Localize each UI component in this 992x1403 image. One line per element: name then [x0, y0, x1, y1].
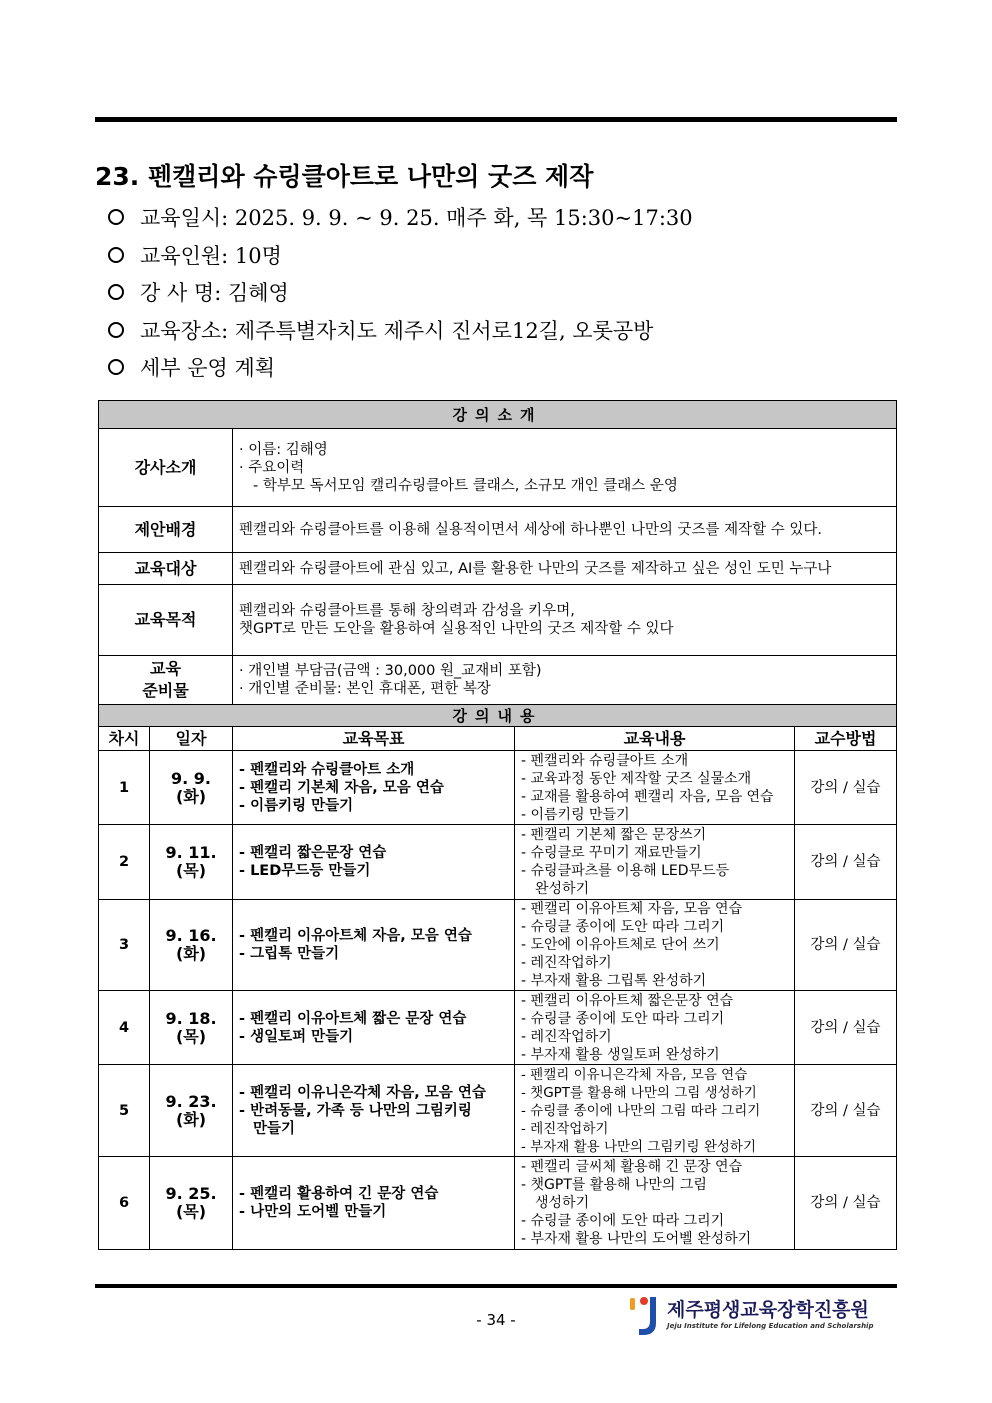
col-method: 교수방법 [795, 727, 897, 751]
page-number: - 34 - [476, 1311, 516, 1329]
col-goal: 교육목표 [233, 727, 515, 751]
table-row: 4 9. 18.(목) - 펜캘리 이유아트체 짧은 문장 연습 - 생일토퍼 만들기 - 펜캘리 이유아트체 짧은문장 연습 - 슈링클 종이에 도안 따라 그리기 - 레진작업하기 - 부자재 활용 생일토퍼 완성하기 강의 / 실습 [99, 991, 897, 1065]
prep-label: 교육 준비물 [99, 656, 233, 705]
info-item-location: 교육장소: 제주특별자치도 제주시 진서로12길, 오롯공방 [108, 313, 693, 351]
circle-bullet-icon [108, 247, 124, 263]
target-label: 교육대상 [99, 553, 233, 585]
circle-bullet-icon [108, 209, 124, 225]
institute-logo-icon [625, 1293, 665, 1339]
institute-name: 제주평생교육장학진흥원 [667, 1299, 869, 1321]
content-header: 강의내용 [99, 705, 897, 727]
col-date: 일자 [150, 727, 233, 751]
circle-bullet-icon [108, 284, 124, 300]
institute-logo [625, 1293, 895, 1341]
bottom-rule [95, 1284, 897, 1288]
col-session: 차시 [99, 727, 150, 751]
background-text: 펜캘리와 슈링클아트를 이용해 실용적이면서 세상에 하나뿐인 나만의 굿즈를 제작할 수 있다. [233, 507, 897, 553]
info-item-instructor: 강 사 명: 김혜영 [108, 275, 693, 313]
target-text: 펜캘리와 슈링클아트에 관심 있고, AI를 활용한 나만의 굿즈를 제작하고 싶은 성인 도민 누구나 [233, 553, 897, 585]
info-item-plan: 세부 운영 계획 [108, 350, 693, 388]
circle-bullet-icon [108, 359, 124, 375]
goal-cell: 펜캘리와 슈링클아트를 통해 창의력과 감성을 키우며, 챗GPT로 만든 도안을 활용하여 실용적인 나만의 굿즈 제작할 수 있다 [233, 585, 897, 656]
section-title: 23. 펜캘리와 슈링클아트로 나만의 굿즈 제작 [95, 162, 594, 191]
table-row: 5 9. 23.(화) - 펜캘리 이유니은각체 자음, 모음 연습 - 반려동물, 가족 등 나만의 그림키링 만들기 - 펜캘리 이유니은각체 자음, 모음 연습 - 챗GPT를 활용해 나만의 그림 생성하기 - 슈링클 종이에 나만의 그림 따라 그리기 - 레진작업하기 - 부자재 활용 나만의 그림키링 완성하기 강의 / 실습 [99, 1065, 897, 1157]
table-row: 1 9. 9.(화) - 펜캘리와 슈링클아트 소개 - 펜캘리 기본체 자음, 모음 연습 - 이름키링 만들기 - 펜캘리와 슈링클아트 소개 - 교육과정 동안 제작할 굿즈 실물소개 - 교재를 활용하여 펜캘리 자음, 모음 연습 - 이름키링 만들기 강의 / 실습 [99, 751, 897, 825]
table-row: 3 9. 16.(화) - 펜캘리 이유아트체 자음, 모음 연습 - 그립톡 만들기 - 펜캘리 이유아트체 자음, 모음 연습 - 슈링클 종이에 도안 따라 그리기 - 도안에 이유아트체로 단어 쓰기 - 레진작업하기 - 부자재 활용 그립톡 완성하기 강의 / 실습 [99, 900, 897, 991]
institute-subtitle: Jeju Institute for Lifelong Education and Scholarship [667, 1322, 874, 1330]
prep-cell: · 개인별 부담금(금액 : 30,000 원_교재비 포함) · 개인별 준비물: 본인 휴대폰, 편한 복장 [233, 656, 897, 705]
info-item-schedule: 교육일시: 2025. 9. 9. ~ 9. 25. 매주 화, 목 15:30~17:30 [108, 200, 693, 238]
goal-label: 교육목적 [99, 585, 233, 656]
background-label: 제안배경 [99, 507, 233, 553]
top-rule [95, 117, 897, 122]
instructor-label: 강사소개 [99, 429, 233, 507]
table-row: 2 9. 11.(목) - 펜캘리 짧은문장 연습 - LED무드등 만들기 - 펜캘리 기본체 짧은 문장쓰기 - 슈링클로 꾸미기 재료만들기 - 슈링클파츠를 이용해 LED무드등 완성하기 강의 / 실습 [99, 825, 897, 900]
intro-header: 강의소개 [99, 401, 897, 429]
col-content: 교육내용 [515, 727, 795, 751]
table-row: 6 9. 25.(목) - 펜캘리 활용하여 긴 문장 연습 - 나만의 도어벨 만들기 - 펜캘리 글씨체 활용해 긴 문장 연습 - 챗GPT를 활용해 나만의 그림 생성하기 - 슈링클 종이에 도안 따라 그리기 - 부자재 활용 나만의 도어벨 완성하기 강의 / 실습 [99, 1157, 897, 1250]
circle-bullet-icon [108, 322, 124, 338]
info-item-capacity: 교육인원: 10명 [108, 238, 693, 276]
instructor-cell: · 이름: 김해영 · 주요이력 - 학부모 독서모임 캘리슈링클아트 클래스, 소규모 개인 클래스 운영 [233, 429, 897, 507]
info-list [108, 200, 693, 388]
plan-table [98, 400, 897, 1250]
